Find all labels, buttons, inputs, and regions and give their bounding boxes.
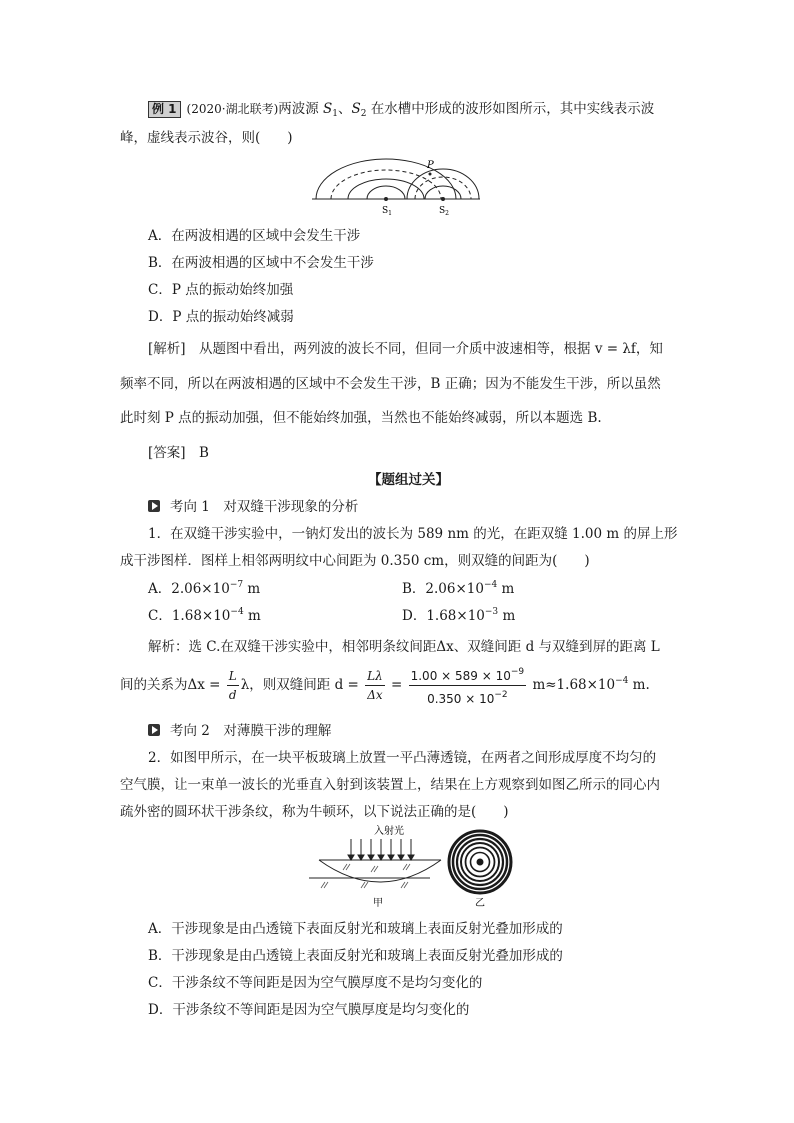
q1-line-2: 成干涉图样．图样上相邻两明纹中心间距为 0.350 cm，则双缝的间距为( ) <box>120 553 590 569</box>
point-p-dot <box>429 173 432 176</box>
label-s2: $S_2$ <box>439 206 449 217</box>
example-option-c: C．P 点的振动始终加强 <box>148 282 294 298</box>
answer-line: [答案] B <box>148 445 209 461</box>
s2-crest-outer <box>407 169 479 199</box>
group-title: 【题组过关】 <box>368 472 449 488</box>
newton-rings-figure <box>305 822 525 910</box>
analysis-line-2: 频率不同，所以在两波相遇的区域中不会发生干涉，B 正确；因为不能发生干涉，所以虽然 <box>120 376 661 392</box>
fraction-l-lambda-over-dx: $\frac{L\lambda}{\Delta x}$ <box>367 669 383 702</box>
q1-solution-line-2: 间的关系为Δx = $\frac{L}{d}$ λ，则双缝间距 d = $\frac{L\lambda}{\Delta x}$ = $\frac{1.00 \times 589 \times 10^{-9}}{0.350 \times 10^{-2}}$ $m\approx 1.68\times 10^{-4}$ m. <box>120 663 650 708</box>
example-source: (2020·湖北联考) <box>186 102 279 116</box>
s2-source-dot <box>441 197 445 201</box>
example-option-a: A．在两波相遇的区域中会发生干涉 <box>148 228 361 244</box>
q1-line-1: 1．在双缝干涉实验中，一钠灯发出的波长为 589 nm 的光，在距双缝 1.00 m 的屏上形 <box>148 526 678 542</box>
s1-crest-middle <box>348 179 424 199</box>
q2-option-b: B．干涉现象是由凸透镜上表面反射光和玻璃上表面反射光叠加形成的 <box>148 948 563 964</box>
example-option-b: B．在两波相遇的区域中不会发生干涉 <box>148 255 374 271</box>
q2-option-d: D．干涉条纹不等间距是因为空气膜厚度是均匀变化的 <box>148 1002 470 1018</box>
example-tag: 例 1 <box>148 101 181 118</box>
label-yi: 乙 <box>475 898 485 909</box>
q1-solution-line-1: 解析：选 C.在双缝干涉实验中，相邻明条纹间距Δx、双缝间距 d 与双缝到屏的距离 L <box>148 639 660 655</box>
wave-figure <box>310 155 485 217</box>
example-option-d: D．P 点的振动始终减弱 <box>148 309 294 325</box>
analysis-line-1: [解析] 从题图中看出，两列波的波长不同，但同一介质中波速相等，根据 v = λf，知 <box>148 341 663 357</box>
example-stem-line1: 例 1 (2020·湖北联考)两波源 $S_1$、$S_2$ 在水槽中形成的波形如图所示，其中实线表示波 <box>148 97 654 119</box>
label-jia: 甲 <box>373 898 383 909</box>
fraction-numeric: $\frac{1.00 \times 589 \times 10^{-9}}{0.350 \times 10^{-2}}$ <box>409 663 527 708</box>
s1-trough-outer <box>331 170 441 199</box>
incident-light-label: 入射光 <box>374 826 404 837</box>
q2-line-1: 2．如图甲所示，在一块平板玻璃上放置一平凸薄透镜，在两者之间形成厚度不均匀的 <box>148 750 657 766</box>
q1-option-b: B．$2.06\times 10^{-4}$ m <box>402 580 515 597</box>
q1-option-d: D．$1.68\times 10^{-3}$ m <box>402 607 516 624</box>
q2-line-3: 疏外密的圆环状干涉条纹，称为牛顿环，以下说法正确的是( ) <box>120 804 509 820</box>
q1-option-a: A．$2.06\times 10^{-7}$ m <box>148 580 261 597</box>
label-s1: $S_1$ <box>382 206 392 217</box>
fraction-l-over-d: $\frac{L}{d}$ <box>228 669 237 702</box>
label-p: P <box>427 160 434 171</box>
play-triangle-icon <box>148 500 160 512</box>
q2-option-c: C．干涉条纹不等间距是因为空气膜厚度不是均匀变化的 <box>148 975 483 991</box>
q2-line-2: 空气膜，让一束单一波长的光垂直入射到该装置上，结果在上方观察到如图乙所示的同心内 <box>120 777 660 793</box>
lens-curved-surface <box>319 860 441 882</box>
q2-option-a: A．干涉现象是由凸透镜下表面反射光和玻璃上表面反射光叠加形成的 <box>148 921 563 937</box>
direction2-heading: 考向 2 对薄膜干涉的理解 <box>148 719 331 739</box>
play-triangle-icon <box>148 724 160 736</box>
analysis-line-3: 此时刻 P 点的振动加强，但不能始终加强，当然也不能始终减弱，所以本题选 B. <box>120 410 602 426</box>
example-stem-line2: 峰，虚线表示波谷，则( ) <box>120 130 293 146</box>
s1-source-dot <box>384 197 388 201</box>
direction1-heading: 考向 1 对双缝干涉现象的分析 <box>148 495 358 515</box>
q1-option-c: C．$1.68\times 10^{-4}$ m <box>148 607 261 624</box>
